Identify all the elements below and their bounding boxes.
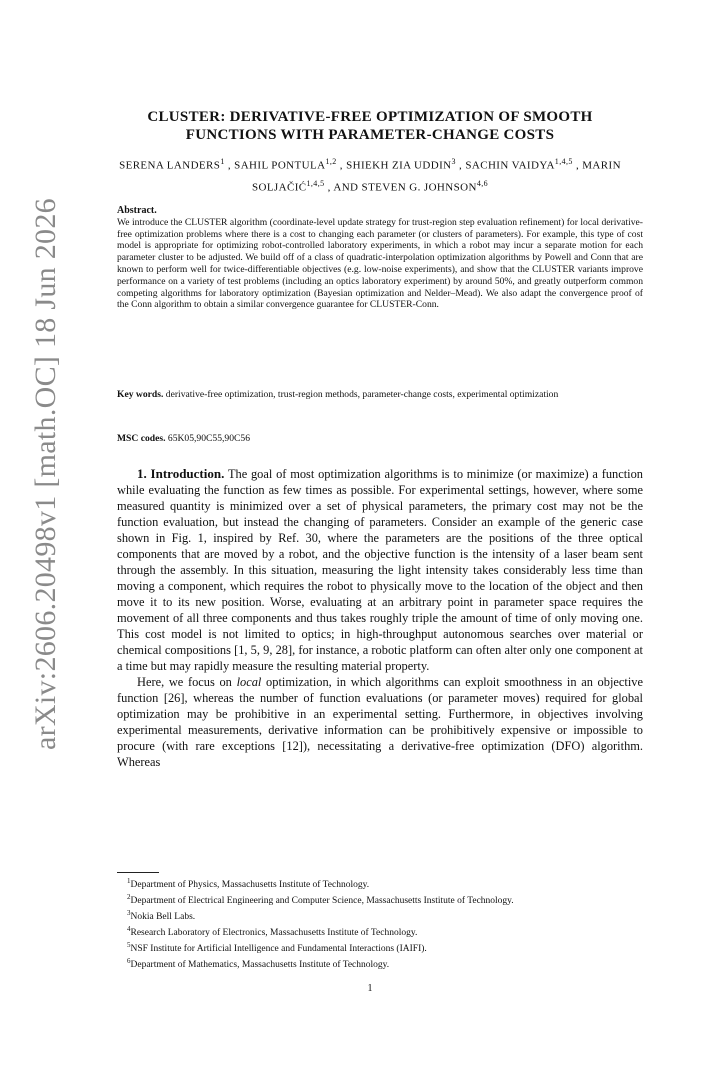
author-list: SERENA LANDERS$^1$ , SAHIL PONTULA$^{1,2}$ , SHIEKH ZIA UDDIN$^3$ , SACHIN VAIDYA$^{1,4,5}$ , MARIN SOLJAČIĆ$^{1,4,5}$ , AND STEVEN G. JOHNSON$^{4,6}$ [119,157,621,194]
footnote-rule [117,872,159,873]
paragraph-text: optimization, in which algorithms can exploit smoothness in an objective function [26], whereas the number of function evaluations (or parameter moves) required for global optimization may be prohibitive in an experimental setting. Furthermore, in objectives involving experimental measurements, derivative information can be prohibitively expensive or impossible to procure (with rare exceptions [12]), necessitating a derivative-free optimization (DFO) algorithm. Whereas [117,675,643,769]
author-name: SAHIL PONTULA [234,159,326,172]
introduction-section [117,466,643,770]
footnote-text: NSF Institute for Artificial Intelligence and Fundamental Interactions (IAIFI). [130,943,427,954]
footnote [117,908,643,924]
footnote-text: Department of Physics, Massachusetts Institute of Technology. [130,880,370,891]
footnote-mark: 3 [127,908,131,917]
footnote-text: Nokia Bell Labs. [130,912,196,923]
author-name: SERENA LANDERS [119,159,221,172]
footnote [117,924,643,940]
author-name: MARIN SOLJAČIĆ [251,159,621,194]
paragraph-text: Here, we focus on [137,675,232,689]
footnote [117,940,643,956]
footnote-text: Department of Electrical Engineering and Computer Science, Massachusetts Institute of Technology. [130,896,514,907]
keywords-section [117,389,643,401]
paragraph-text: The goal of most optimization algorithms is to minimize (or maximize) a function while evaluating the function as few times as possible. For experimental settings, however, where some measured quantity is minimized over a set of physical parameters, the primary cost may not be the function evaluation, but instead the changing of parameters. Consider an example of the generic case shown in Fig. 1, inspired by Ref. 30, where the parameters are the positions of the three optical components that are moved by a robot, and the objective function is the intensity of a laser beam sent through the assembly. In this situation, measuring the light intensity takes considerably less time than moving a component, which requires the robot to physically move to the location of the object and then move it to its new position. Worse, evaluating at an arbitrary point in parameter space requires the movement of all three components and thus takes roughly triple the amount of time of only moving one. This cost model is not limited to optics; in high-throughput autonomous searches over material or chemical compositions [1, 5, 9, 28], for instance, a robotic platform can often alter only one component at a time but may rapidly measure the resulting material property. [117,467,643,673]
author-affiliation-mark: 1 [220,157,225,166]
keywords-label: Key words. [117,389,164,400]
abstract-text: We introduce the CLUSTER algorithm (coordinate-level update strategy for trust-region step evaluation refinement) for local derivative-free optimization problems where there is a cost to changing each parameter (or clusters of parameters). For example, this type of cost model is appropriate for optimizing robot-controlled laboratory experiments, in which a robot may incur a separate motion for each parameter cluster to be adjusted. We build off of a class of quadratic-interpolation optimization algorithms by Powell and Conn that are known to perform well for twice-differentiable objectives (e.g. low-noise experiments), and show that the CLUSTER variants improve performance on a variety of test problems (including an optics laboratory experiment) by around 50%, and greatly outperform common competing algorithms for laboratory optimization (Bayesian optimization and Nelder–Mead). We also adapt the convergence proof of the Conn algorithm to obtain a similar convergence guarantee for CLUSTER-Conn. [117,216,643,311]
abstract-heading: Abstract. [117,205,157,216]
arxiv-identifier[interactable]: arXiv:2606.20498v1 [math.OC] 18 Jun 2026 [29,198,62,750]
author-affiliation-mark: 1,2 [325,157,337,166]
author-affiliation-mark: 3 [451,157,456,166]
footnote-mark: 4 [127,924,131,933]
author-affiliation-mark: 1,4,5 [306,178,325,188]
footnote [117,876,643,892]
msc-section [117,433,643,445]
author-name: SHIEKH ZIA UDDIN [346,159,452,172]
paper-title: CLUSTER: DERIVATIVE-FREE OPTIMIZATION OF SMOOTH FUNCTIONS WITH PARAMETER-CHANGE COSTS [147,109,593,143]
section-number: 1. [137,466,147,481]
and-word: AND [333,181,359,194]
author-affiliation-mark: 1,4,5 [554,157,573,166]
footnote [117,956,643,972]
footnote-mark: 1 [127,877,131,885]
author-name: STEVEN G. JOHNSON [361,181,477,194]
footnote-mark: 5 [127,940,131,949]
intro-paragraph [117,674,643,770]
page-number: 1 [367,983,373,994]
footnote-text: Department of Mathematics, Massachusetts Institute of Technology. [130,959,390,970]
abstract-section [117,205,643,311]
footnote-text: Research Laboratory of Electronics, Massachusetts Institute of Technology. [130,928,418,939]
keywords-text: derivative-free optimization, trust-region methods, parameter-change costs, experimental optimization [165,389,559,400]
section-title: Introduction. [150,466,225,481]
msc-label: MSC codes. [117,433,166,444]
footnote-mark: 2 [127,892,131,901]
author-name: SACHIN VAIDYA [465,159,555,172]
emphasis-text: local [236,675,262,689]
footnote [117,892,643,908]
author-affiliation-mark: 4,6 [476,178,489,188]
footnote-mark: 6 [127,956,131,965]
intro-paragraph [117,466,643,674]
msc-codes: 65K05,90C55,90C56 [167,433,250,444]
footnotes [117,876,643,972]
